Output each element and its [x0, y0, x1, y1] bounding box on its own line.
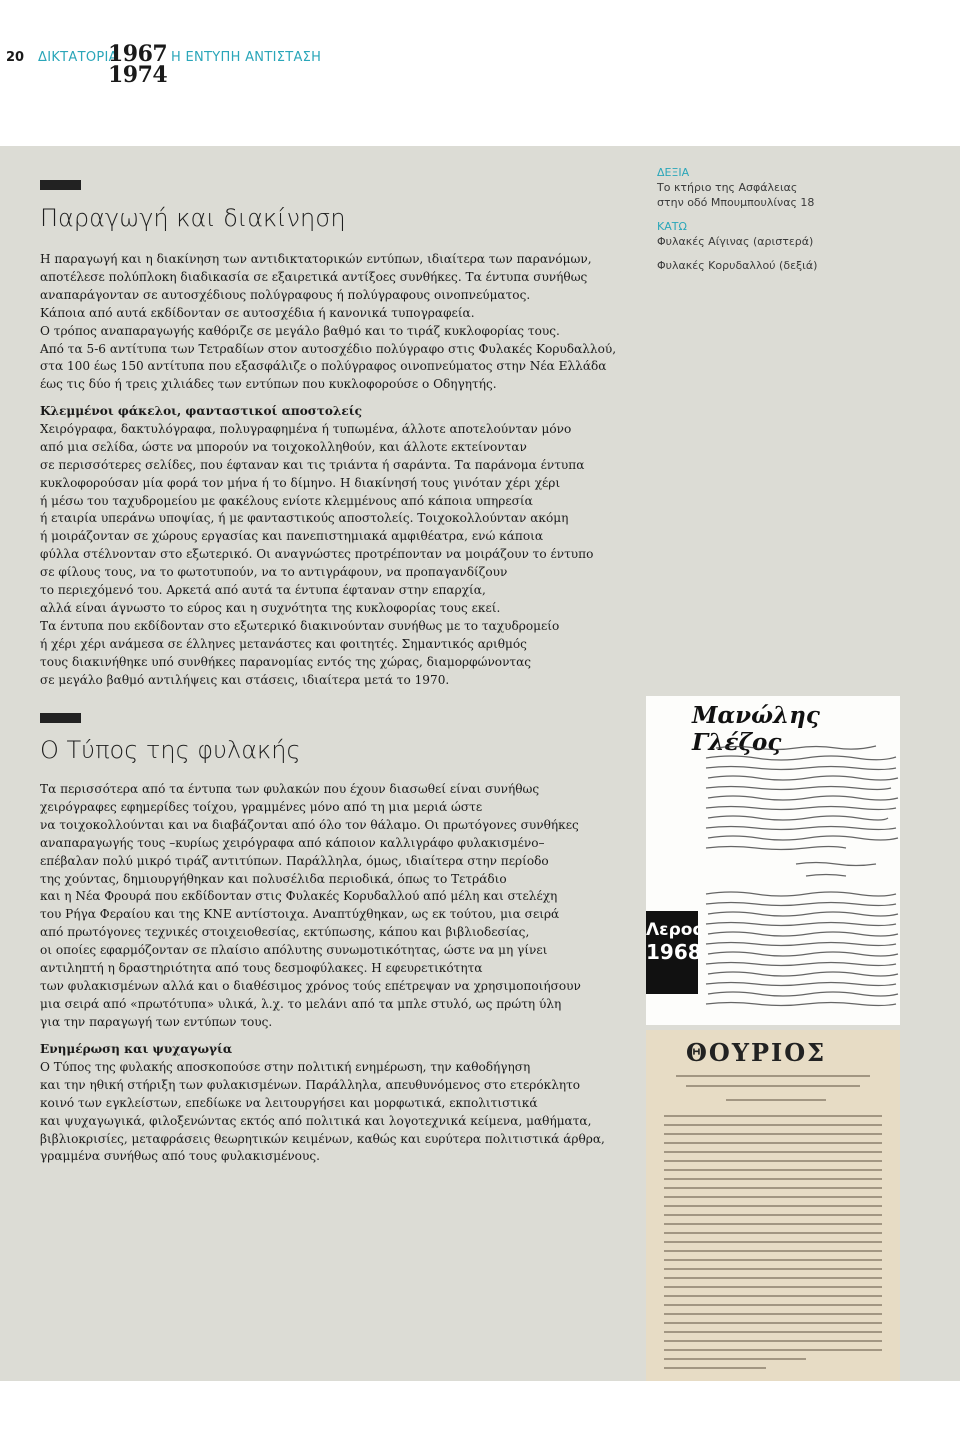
body-line: του Ρήγα Φεραίου και της ΚΝΕ αντίστοιχα. Αναπτύχθηκαν, ως εκ τούτου, μια σειρά	[40, 907, 560, 922]
body-line: από πρωτόγονες τεχνικές στοιχειοθεσίας, εκτύπωσης, κάπου και βιβλιοδεσίας,	[40, 925, 530, 940]
year-end: 1974	[108, 62, 168, 88]
body-line: και ψυχαγωγικά, φιλοξενώντας εκτός από πολιτικά και λογοτεχνικά κείμενα, μαθήματα,	[40, 1113, 592, 1128]
body-line: κυκλοφορούσαν μία φορά τον μήνα ή το δίμηνο. Η διακίνησή τους γινόταν χέρι χέρι	[40, 475, 561, 490]
body-line: Η παραγωγή και η διακίνηση των αντιδικτατορικών εντύπων, ιδιαίτερα των παρανόμων,	[40, 252, 592, 266]
page-header	[0, 0, 960, 115]
body-line: ή εταιρία υπεράνω υποψίας, ή με φανταστικούς αποστολείς. Τοιχοκολλούνταν ακόμη	[40, 511, 569, 526]
leros-handwritten-document-image	[646, 696, 900, 1025]
section-marker-bar	[40, 713, 81, 723]
image-captions	[657, 165, 857, 282]
thourios-newsletter-image	[646, 1030, 900, 1381]
leros-1968-badge	[646, 911, 703, 994]
body-line: μια σειρά από «πρωτότυπα» υλικά, λ.χ. το μελάνι από τα μπλε στυλό, ως πρώτη ύλη	[40, 996, 562, 1011]
section1-body	[40, 251, 620, 394]
body-line: ή χέρι χέρι ανάμεσα σε έλληνες μετανάστες και φοιτητές. Σημαντικός αριθμός	[40, 636, 527, 651]
caption-text: Φυλακές Αίγινας (αριστερά)	[657, 235, 814, 248]
caption-text: Φυλακές Κορυδαλλού (δεξιά)	[657, 259, 818, 272]
body-line: γραμμένα συνήθως από τους φυλακισμένους.	[40, 1149, 320, 1164]
body-line: σε μεγάλο βαθμό αντιλήψεις και στάσεις, ιδιαίτερα μετά το 1970.	[40, 672, 450, 687]
signature-heading: Μανώλης Γλέζος	[692, 702, 820, 756]
caption-tag-right: ΔΕΞΙΑ	[657, 166, 690, 179]
section1-subsection	[40, 403, 620, 690]
badge-place: Λερος	[646, 920, 703, 940]
page-number: 20	[6, 50, 25, 65]
body-line: φύλλα στέλνονταν στο εξωτερικό. Οι αναγνώστες προτρέπονταν να μοιράζουν το έντυπο	[40, 547, 594, 562]
body-line: Από τα 5-6 αντίτυπα των Τετραδίων στον αυτοσχέδιο πολύγραφο στις Φυλακές Κορυδαλλού,	[40, 341, 617, 356]
subheading-information-entertainment: Ενημέρωση και ψυχαγωγία	[40, 1042, 233, 1056]
subheading-stolen-envelopes: Κλεμμένοι φάκελοι, φανταστικοί αποστολείς	[40, 404, 362, 418]
body-line: και η Νέα Φρουρά που εκδίδονταν στις Φυλακές Κορυδαλλού από μέλη και στελέχη	[40, 889, 558, 904]
body-line: ή μοιράζονταν σε χώρους εργασίας και πανεπιστημιακά αμφιθέατρα, ενώ κάποια	[40, 529, 544, 544]
body-line: αλλά είναι άγνωστο το εύρος και η συχνότητα της κυκλοφορίας τους εκεί.	[40, 600, 501, 615]
body-line: σε περισσότερες σελίδες, που έφταναν και τις τριάντα ή σαράντα. Τα παράνομα έντυπα	[40, 457, 585, 472]
body-line: και την ηθική στήριξη των φυλακισμένων. Παράλληλα, απευθυνόμενος στο ετερόκλητο	[40, 1077, 581, 1092]
caption-below-2	[657, 258, 857, 273]
body-line: σε φίλους τους, να το φωτοτυπούν, να το αντιγράφουν, να προπαγανδίζουν	[40, 565, 508, 580]
body-line: ή μέσω του ταχυδρομείου με φακέλους ενίοτε κλεμμένους από κάποια υπηρεσία	[40, 493, 533, 508]
section-title-prison-press: Ο Τύπος της φυλακής	[40, 736, 301, 764]
body-line: βιβλιοκρισίες, μεταφράσεις θεωρητικών κειμένων, καθώς και ευρύτερα πολιτιστικά άρθρα,	[40, 1131, 605, 1146]
year-start: 1967	[108, 41, 168, 67]
body-line: το περιεχόμενό του. Αρκετά από αυτά τα έντυπα έφταναν στην επαρχία,	[40, 583, 486, 598]
body-line: αναπαραγωγής τους –κυρίως χειρόγραφα από κάποιον καλλιγράφο φυλακισμένο–	[40, 835, 545, 850]
body-line: αντιληπτή η δραστηριότητα από τους δεσμοφύλακες. Η εφευρετικότητα	[40, 961, 483, 976]
typed-text-lines	[646, 1030, 900, 1381]
caption-right	[657, 165, 857, 210]
body-line: στα 100 έως 150 αντίτυπα που εξασφάλιζε ο πολύγραφος οινοπνεύματος στην Νέα Ελλάδα	[40, 359, 607, 374]
body-line: Κάποια από αυτά εκδίδονταν σε αυτοσχέδια ή κανονικά τυπογραφεία.	[40, 305, 475, 320]
section2-body	[40, 781, 620, 1032]
body-line: Ο Τύπος της φυλακής αποσκοπούσε στην πολιτική ενημέρωση, την καθοδήγηση	[40, 1059, 531, 1074]
kicker-dictatorship: ΔΙΚΤΑΤΟΡΙΑ	[38, 50, 118, 65]
section2-subsection	[40, 1041, 620, 1166]
body-line: από μια σελίδα, ώστε να μπορούν να τοιχοκολληθούν, και άλλοτε εκτείνονταν	[40, 439, 527, 454]
caption-text: Το κτήριο της Ασφάλειας	[657, 181, 798, 194]
body-line: Τα περισσότερα από τα έντυπα των φυλακών που έχουν διασωθεί είναι συνήθως	[40, 782, 540, 796]
body-line: Ο τρόπος αναπαραγωγής καθόριζε σε μεγάλο βαθμό και το τιράζ κυκλοφορίας τους.	[40, 323, 560, 338]
caption-tag-below: ΚΑΤΩ	[657, 220, 687, 233]
caption-below	[657, 219, 857, 249]
badge-year: 1968	[646, 940, 702, 964]
body-line: για την παραγωγή των εντύπων τους.	[40, 1014, 273, 1029]
section-title-production: Παραγωγή και διακίνηση	[40, 204, 346, 232]
caption-text: στην οδό Μπουμπουλίνας 18	[657, 196, 815, 209]
years-logo	[108, 41, 168, 88]
kicker-printed-resistance: Η ΕΝΤΥΠΗ ΑΝΤΙΣΤΑΣΗ	[171, 50, 322, 65]
body-line: επέβαλαν πολύ μικρό τιράζ αντιτύπων. Παράλληλα, όμως, ιδιαίτερα στην περίοδο	[40, 853, 549, 868]
body-line: οι οποίες εφαρμόζονταν σε πλαίσιο απόλυτης συνωμοτικότητας, ώστε να μη γίνει	[40, 943, 548, 958]
body-line: αποτέλεσε πολύπλοκη διαδικασία σε εξαιρετικά αντίξοες συνθήκες. Τα έντυπα συνήθως	[40, 269, 588, 284]
body-line: της χούντας, δημιουργήθηκαν και πολυσέλιδα περιοδικά, όπως το Τετράδιο	[40, 871, 507, 886]
body-line: κοινό των εγκλείστων, επεδίωκε να λειτουργήσει και μορφωτικά, εκπολιτιστικά	[40, 1095, 538, 1110]
body-line: Τα έντυπα που εκδίδονταν στο εξωτερικό διακινούνταν συνήθως με το ταχυδρομείο	[40, 618, 560, 633]
body-line: αναπαράγονταν σε αυτοσχέδιους πολύγραφους ή πολύγραφους οινοπνεύματος.	[40, 287, 531, 302]
body-line: Χειρόγραφα, δακτυλόγραφα, πολυγραφημένα ή τυπωμένα, άλλοτε αποτελούνταν μόνο	[40, 421, 572, 436]
newsletter-title: ΘΟΥΡΙΟΣ	[686, 1038, 827, 1067]
body-line: χειρόγραφες εφημερίδες τοίχου, γραμμένες μόνο από τη μια μεριά ώστε	[40, 799, 483, 814]
section-marker-bar	[40, 180, 81, 190]
body-line: να τοιχοκολλούνται και να διαβάζονται από όλο τον θάλαμο. Οι πρωτόγονες συνθήκες	[40, 817, 579, 832]
body-line: έως τις δύο ή τρεις χιλιάδες των εντύπων που κυκλοφορούσε ο Οδηγητής.	[40, 377, 497, 392]
body-line: τους διακινήθηκε υπό συνθήκες παρανομίας εντός της χώρας, διαμορφώνοντας	[40, 654, 532, 669]
body-line: των φυλακισμένων αλλά και ο διαθέσιμος χρόνος τούς επέτρεψαν να χρησιμοποιήσουν	[40, 978, 581, 993]
